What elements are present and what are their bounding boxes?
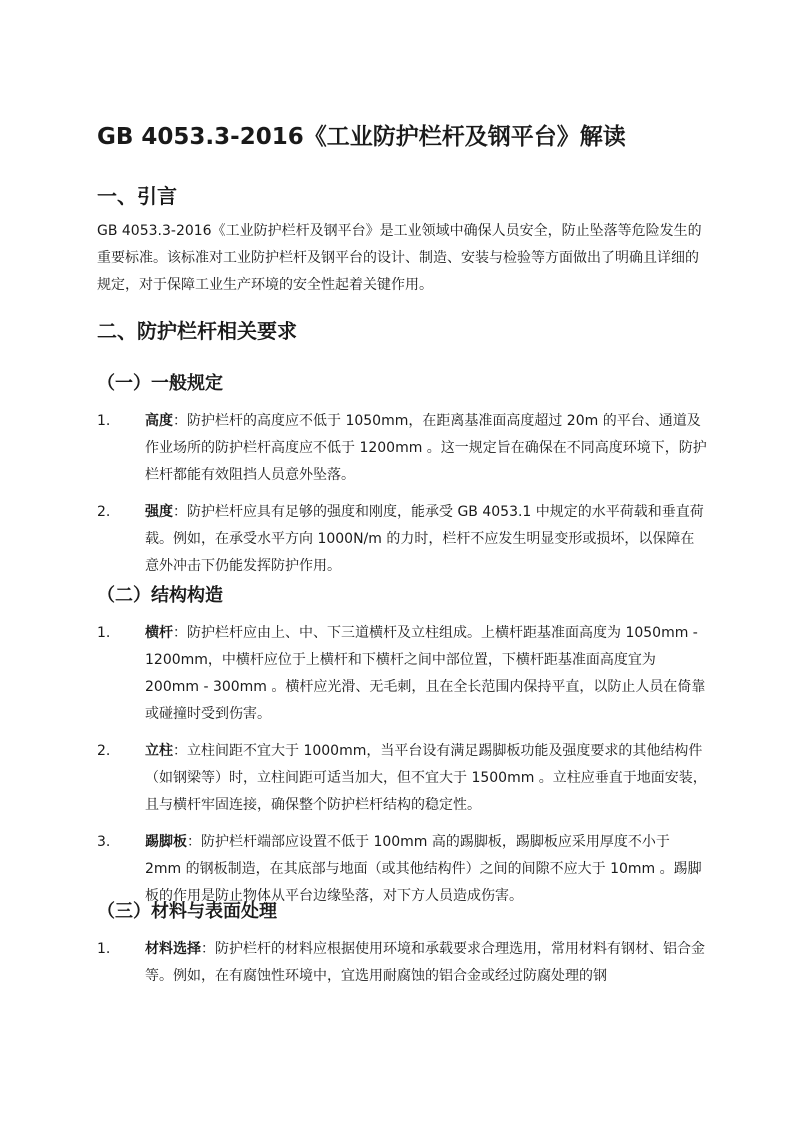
item-label: 踢脚板 xyxy=(145,834,187,850)
item-text: 防护栏杆应具有足够的强度和刚度，能承受 GB 4053.1 中规定的水平荷载和垂直荷载。例如，在承受水平方向 1000N/m 的力时，栏杆不应发生明显变形或损坏，以保障在意外冲击下仍能发挥防护作用。 xyxy=(145,504,704,574)
item-separator: ： xyxy=(173,743,187,759)
document-title: GB 4053.3-2016《工业防护栏杆及钢平台》解读 xyxy=(97,124,626,150)
list-item xyxy=(97,738,707,819)
list-number: 1. xyxy=(97,941,111,957)
list-item-body xyxy=(145,936,707,990)
list-number: 3. xyxy=(97,834,111,850)
structure-rules-list xyxy=(97,620,707,910)
item-label: 横杆 xyxy=(145,625,173,641)
item-separator: ： xyxy=(173,504,187,520)
list-number: 2. xyxy=(97,743,111,759)
item-separator: ： xyxy=(173,413,187,429)
section-heading-requirements: 二、防护栏杆相关要求 xyxy=(97,319,297,343)
subsection-heading-general: （一）一般规定 xyxy=(97,373,223,394)
intro-paragraph: GB 4053.3-2016《工业防护栏杆及钢平台》是工业领域中确保人员安全，防止坠落等危险发生的重要标准。该标准对工业防护栏杆及钢平台的设计、制造、安装与检验等方面做出了明确且详细的规定，对于保障工业生产环境的安全性起着关键作用。 xyxy=(97,223,702,293)
list-item-body xyxy=(145,620,707,728)
list-item xyxy=(97,620,707,728)
list-number: 2. xyxy=(97,504,111,520)
list-number: 1. xyxy=(97,413,111,429)
list-item-body xyxy=(145,499,707,580)
item-separator: ： xyxy=(173,625,187,641)
list-item xyxy=(97,936,707,990)
item-text: 防护栏杆的材料应根据使用环境和承载要求合理选用，常用材料有钢材、铝合金等。例如，在有腐蚀性环境中，宜选用耐腐蚀的铝合金或经过防腐处理的钢 xyxy=(145,941,705,984)
item-text: 立柱间距不宜大于 1000mm，当平台设有满足踢脚板功能及强度要求的其他结构件（如钢梁等）时，立柱间距可适当加大，但不宜大于 1500mm 。立柱应垂直于地面安装，且与横杆牢固连接，确保整个防护栏杆结构的稳定性。 xyxy=(145,743,707,813)
subsection-heading-materials: （三）材料与表面处理 xyxy=(97,901,277,922)
list-number: 1. xyxy=(97,625,111,641)
item-text: 防护栏杆应由上、中、下三道横杆及立柱组成。上横杆距基准面高度为 1050mm - 1200mm，中横杆应位于上横杆和下横杆之间中部位置，下横杆距基准面高度宜为 200mm - 300mm 。横杆应光滑、无毛刺，且在全长范围内保持平直，以防止人员在倚靠或碰撞时受到伤害。 xyxy=(145,625,706,722)
list-item xyxy=(97,408,707,489)
item-label: 立柱 xyxy=(145,743,173,759)
list-item-body xyxy=(145,408,707,489)
item-separator: ： xyxy=(201,941,215,957)
list-item-body xyxy=(145,738,707,819)
item-label: 强度 xyxy=(145,504,173,520)
item-label: 高度 xyxy=(145,413,173,429)
item-text: 防护栏杆的高度应不低于 1050mm，在距离基准面高度超过 20m 的平台、通道及作业场所的防护栏杆高度应不低于 1200mm 。这一规定旨在确保在不同高度环境下，防护栏杆都能有效阻挡人员意外坠落。 xyxy=(145,413,707,483)
general-rules-list xyxy=(97,408,707,580)
item-separator: ： xyxy=(187,834,201,850)
section-heading-intro: 一、引言 xyxy=(97,184,177,208)
subsection-heading-structure: （二）结构构造 xyxy=(97,585,223,606)
list-item xyxy=(97,499,707,580)
item-label: 材料选择 xyxy=(145,941,201,957)
materials-rules-list xyxy=(97,936,707,990)
item-text: 防护栏杆端部应设置不低于 100mm 高的踢脚板，踢脚板应采用厚度不小于 2mm 的钢板制造，在其底部与地面（或其他结构件）之间的间隙不应大于 10mm 。踢脚板的作用是防止物体从平台边缘坠落，对下方人员造成伤害。 xyxy=(145,834,702,904)
